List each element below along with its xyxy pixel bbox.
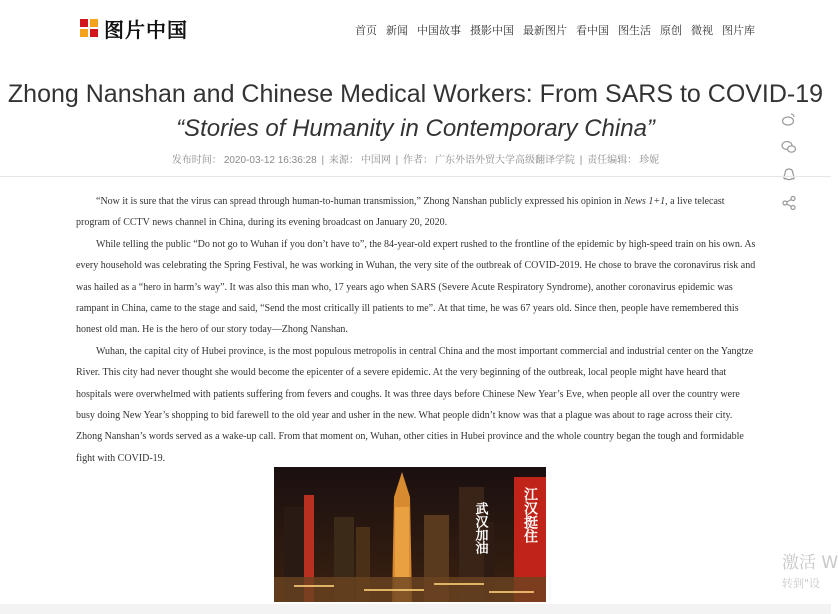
activation-watermark xyxy=(782,548,838,591)
meta-separator: | xyxy=(579,155,583,166)
program-name: News 1+1 xyxy=(624,196,666,207)
editor-value: 珍妮 xyxy=(639,155,660,166)
watermark-line1: 激活 W xyxy=(782,553,838,573)
wuhan-night-skyline-image xyxy=(274,467,546,602)
bottom-bar xyxy=(0,604,831,614)
nav-item-latest-photos[interactable]: 最新图片 xyxy=(523,25,567,37)
nav-item-micro-video[interactable]: 微视 xyxy=(691,25,713,37)
qq-icon[interactable] xyxy=(780,166,798,184)
site-header xyxy=(0,0,831,60)
nav-item-photography[interactable]: 摄影中国 xyxy=(470,25,514,37)
site-logo[interactable] xyxy=(80,14,188,42)
watermark-line2: 转到"设 xyxy=(782,577,821,590)
header-divider xyxy=(0,176,831,177)
meta-separator: | xyxy=(321,155,325,166)
wechat-icon[interactable] xyxy=(780,138,798,156)
article-paragraph: Wuhan, the capital city of Hubei province, is the most populous metropolis in central China and the most important commercial and industrial center on the Yangtze River. This city had never thought she would become the epicenter of a severe epidemic. At the very beginning of the outbreak, local people might have heard that hospitals were overwhelmed with patients suffering from fevers and coughs. It was three days before Chinese New Year’s Eve, when people all over the country were busy doing New Year’s shopping to bid farewell to the old year and usher in the new. What people didn’t know was that a plague was about to rage across their city. Zhong Nanshan’s words served as a wake-up call. From that moment on, Wuhan, other cities in Hubei province and the whole country began the tough and formidable fight with COVID-19. xyxy=(76,345,754,464)
published-value: 2020-03-12 16:36:28 xyxy=(223,155,317,166)
article-title: Zhong Nanshan and Chinese Medical Workers: From SARS to COVID-19 xyxy=(7,80,824,108)
weibo-icon[interactable] xyxy=(780,110,798,128)
nav-item-photo-library[interactable]: 图片库 xyxy=(722,25,755,37)
nav-item-view-china[interactable]: 看中国 xyxy=(576,25,609,37)
banner-left-text: 武汉加油 xyxy=(472,502,488,554)
nav-item-china-stories[interactable]: 中国故事 xyxy=(417,25,461,37)
published-label: 发布时间： xyxy=(171,155,222,166)
meta-separator: | xyxy=(395,155,399,166)
article-body xyxy=(76,191,756,469)
nav-item-life[interactable]: 图生活 xyxy=(618,25,651,37)
banner-right-text: 江汉挺住 xyxy=(522,487,538,543)
article-photo xyxy=(274,467,546,602)
main-nav xyxy=(355,22,755,38)
author-value: 广东外语外贸大学高级翻译学院 xyxy=(435,155,576,166)
logo-mark-icon xyxy=(80,19,98,37)
editor-label: 责任编辑： xyxy=(587,155,638,166)
nav-item-home[interactable]: 首页 xyxy=(355,25,377,37)
article-paragraph: While telling the public “Do not go to Wuhan if you don’t have to”, the 84-year-old expert rushed to the frontline of the epidemic by high-speed train on his own. As every household was celebrating the Spring Festival, he was working in Wuhan, the very site of the outbreak of COVID-2019. He chose to brave the coronavirus risk and was hailed as a “hero in harm’s way”. It was also this man who, 17 years ago when SARS (Severe Acute Respiratory Syndrome), another coronavirus epidemic was rampant in China, came to the stage and said, “Send the most critically ill patients to me”. At that time, he was 67 years old. Since then, people have remembered this honest old man. He is the hero of our story today—Zhong Nanshan. xyxy=(76,238,756,336)
paragraph-text: , a live telecast program of CCTV news channel in China, during its evening broadcast on January 20, 2020. xyxy=(76,196,725,229)
nav-item-original[interactable]: 原创 xyxy=(660,25,682,37)
share-icon[interactable] xyxy=(780,194,798,212)
share-bar xyxy=(780,110,798,212)
nav-item-news[interactable]: 新闻 xyxy=(386,25,408,37)
source-label: 来源： xyxy=(328,155,359,166)
source-value[interactable]: 中国网 xyxy=(360,155,391,166)
logo-text: 图片中国 xyxy=(104,17,188,42)
article-meta xyxy=(0,151,831,166)
article-paragraph xyxy=(76,191,756,234)
author-label: 作者： xyxy=(403,155,434,166)
article-subtitle: “Stories of Humanity in Contemporary China” xyxy=(176,115,655,142)
paragraph-text: “Now it is sure that the virus can spread through human-to-human transmission,” Zhong Nanshan publicly expressed his opinion in xyxy=(96,196,625,207)
